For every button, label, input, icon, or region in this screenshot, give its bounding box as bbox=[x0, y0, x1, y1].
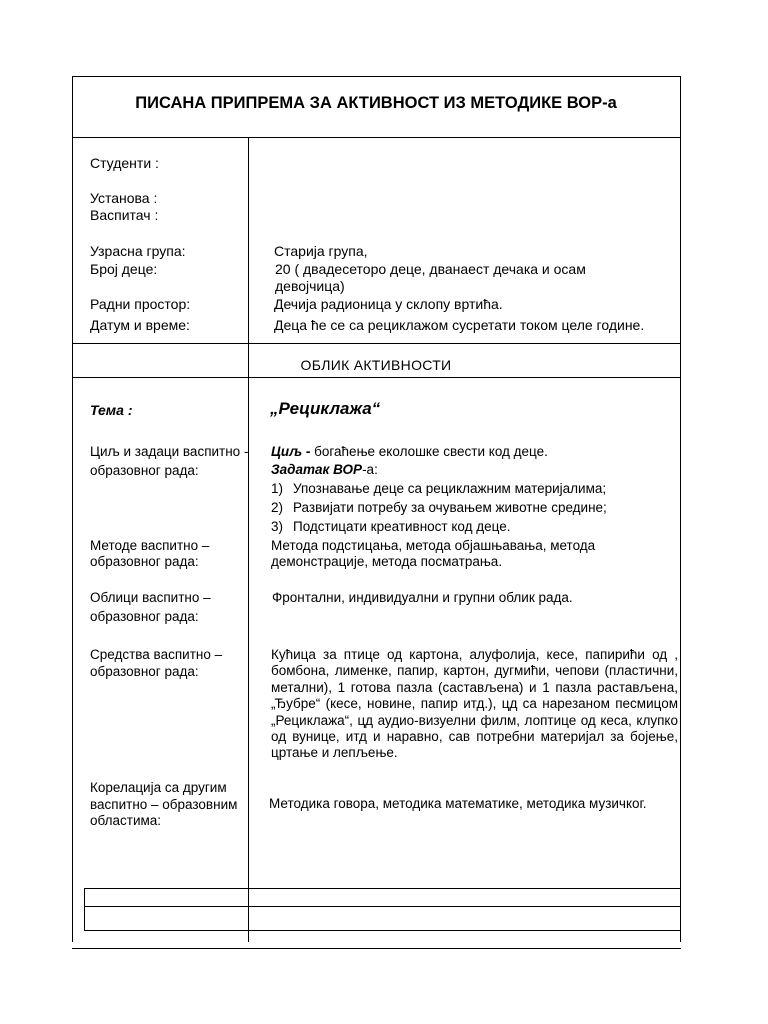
workspace-label: Радни простор: bbox=[90, 296, 191, 312]
tasks-suffix: -а: bbox=[362, 462, 378, 477]
task-number: 2) bbox=[271, 500, 284, 515]
task-item bbox=[271, 500, 607, 516]
correlation-label-line2: васпитно – образовним bbox=[90, 797, 238, 812]
task-item bbox=[271, 481, 606, 497]
task-item bbox=[271, 519, 510, 535]
age-group-value: Старија група, bbox=[274, 243, 368, 259]
methods-value-line1: Метода подстицања, метода објашњавања, метода bbox=[271, 538, 596, 553]
small-table-bottom bbox=[84, 930, 681, 931]
methods-value-line2: демонстрације, метода посматрања. bbox=[271, 554, 503, 569]
teacher-label: Васпитач : bbox=[90, 207, 159, 223]
correlation-label-line1: Корелација са другим bbox=[90, 780, 227, 795]
bottom-line bbox=[72, 948, 681, 949]
title-divider bbox=[72, 137, 681, 138]
goals-label-line1: Циљ и задаци васпитно - bbox=[90, 444, 249, 459]
age-group-label: Узрасна група: bbox=[90, 243, 186, 259]
tasks-prefix: Задатак ВОР bbox=[271, 462, 363, 477]
methods-label-line2: образовног рада: bbox=[90, 554, 199, 569]
theme-label: Тема : bbox=[90, 402, 133, 418]
column-divider bbox=[248, 137, 249, 942]
frame-top bbox=[72, 76, 681, 77]
workspace-value: Дечија радионица у склопу вртића. bbox=[274, 296, 503, 312]
task-text: Упознавање деце са рециклажним материјалима; bbox=[293, 481, 607, 496]
task-number: 3) bbox=[271, 519, 284, 534]
correlation-label-line3: областима: bbox=[90, 813, 162, 828]
institution-label: Установа : bbox=[90, 190, 158, 206]
forms-value: Фронтални, индивидуални и групни облик рада. bbox=[272, 590, 573, 605]
small-table-top bbox=[84, 888, 681, 889]
small-table-mid bbox=[84, 906, 681, 907]
means-label-line2: образовног рада: bbox=[90, 664, 199, 679]
methods-label-line1: Методе васпитно – bbox=[90, 538, 210, 553]
small-table-left bbox=[84, 888, 85, 931]
forms-label-line2: образовног рада: bbox=[90, 609, 199, 624]
children-value-line1: 20 ( двадесеторо деце, дванаест дечака и осам bbox=[275, 261, 586, 277]
means-value: Кућица за птице од картона, алуфолија, кесе, папирићи од , бомбона, лименке, папир, картон, дугмићи, чепови (пластични, метални), 1 готова пазла (састављена) и 1 пазла растављена, „Ђубре“ (кесе, новине, папир итд.), цд са нарезаном песмицом „Рециклажа“, цд аудио-визуелни филм, лоптице од кеса, клупко од вунице, итд и наравно, сав потребни материјал за бојење, цртање и лепљење. bbox=[271, 647, 678, 761]
section-heading: ОБЛИК АКТИВНОСТИ bbox=[300, 357, 452, 373]
frame-left bbox=[72, 76, 73, 942]
correlation-value: Методика говора, методика математике, методика музичког. bbox=[269, 796, 647, 811]
goal-prefix: Циљ - bbox=[271, 444, 311, 459]
info-divider bbox=[72, 343, 681, 344]
students-label: Студенти : bbox=[90, 155, 159, 171]
means-label-line1: Средства васпитно – bbox=[90, 647, 223, 662]
children-value-line2: девојчица) bbox=[275, 278, 345, 294]
section-divider bbox=[72, 377, 681, 378]
task-text: Подстицати креативност код деце. bbox=[293, 519, 511, 534]
task-number: 1) bbox=[271, 481, 284, 496]
theme-value: „Рециклажа“ bbox=[270, 399, 381, 418]
children-label: Број деце: bbox=[90, 261, 158, 277]
goal-line bbox=[271, 444, 548, 460]
forms-label-line1: Облици васпитно – bbox=[90, 590, 211, 605]
datetime-value: Деца ће се са рециклажом сусретати током целе године. bbox=[274, 317, 645, 333]
goals-label-line2: образовног рада: bbox=[90, 463, 199, 478]
frame-right bbox=[680, 76, 681, 942]
document-title: ПИСАНА ПРИПРЕМА ЗА АКТИВНОСТ ИЗ МЕТОДИКЕ ВОР-а bbox=[135, 94, 617, 112]
datetime-label: Датум и време: bbox=[90, 317, 190, 333]
tasks-heading bbox=[271, 462, 378, 478]
goal-text: богаћење еколошке свести код деце. bbox=[310, 444, 548, 459]
task-text: Развијати потребу за очувањем животне средине; bbox=[293, 500, 607, 515]
